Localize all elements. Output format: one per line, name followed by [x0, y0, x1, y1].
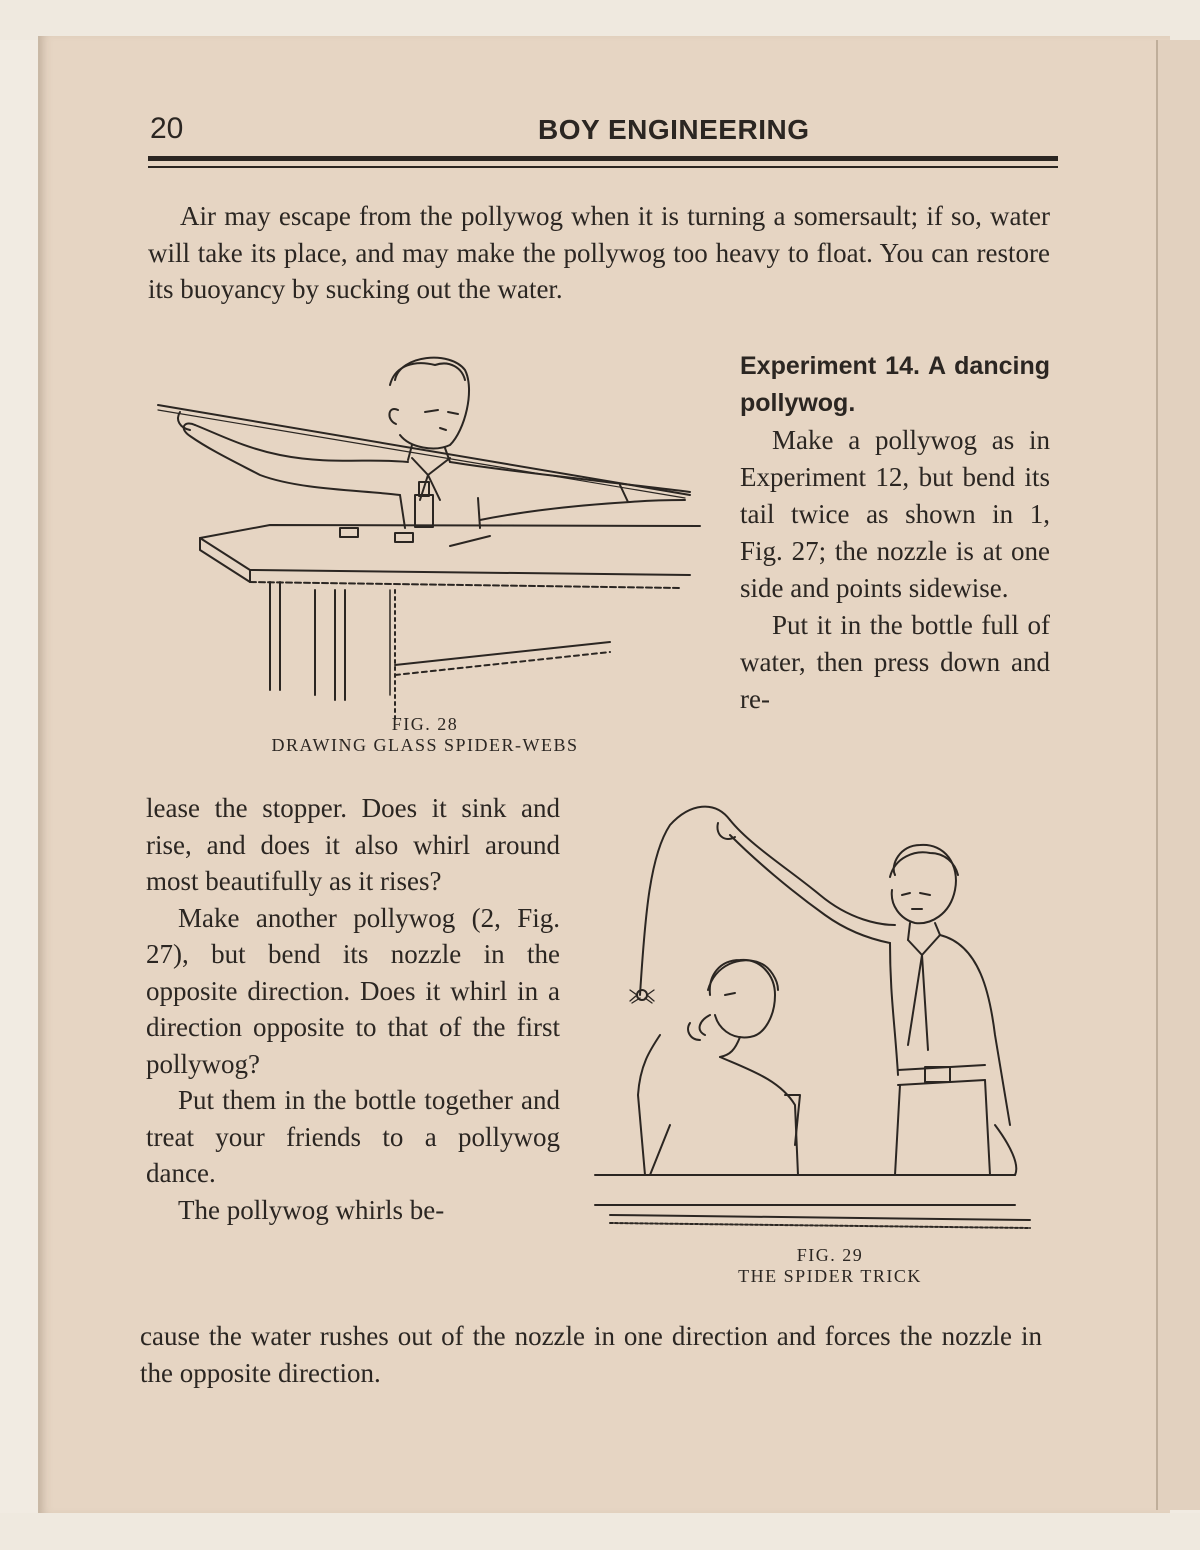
figure-29-number: FIG. 29: [796, 1245, 864, 1265]
paragraph-another-pollywog: Make another pollywog (2, Fig. 27), but bend its nozzle in the opposite direction. Does it whirl in a direction opposite to that of the first pollywog?: [146, 902, 560, 1079]
next-page-edge: [1158, 40, 1200, 1510]
figure-29-illustration: [590, 795, 1035, 1240]
header-rule-thin: [148, 166, 1058, 168]
figure-28-illustration: [150, 350, 710, 725]
page-number: 20: [150, 112, 184, 145]
left-column: [146, 790, 560, 1228]
figure-28-title: DRAWING GLASS SPIDER-WEBS: [271, 735, 579, 755]
figure-28-number: FIG. 28: [391, 714, 459, 734]
experiment-title: Experiment 14. A dancing pollywog.: [740, 352, 1050, 417]
header-rule-thick: [148, 156, 1058, 161]
paragraph-whirls-start: The pollywog whirls be-: [178, 1194, 445, 1225]
figure-28-caption: [200, 714, 650, 756]
scan-background-top: [0, 0, 1200, 40]
paragraph-release-stopper: lease the stopper. Does it sink and rise, and does it also whirl around most beautifully as it rises?: [146, 793, 560, 896]
figure-29-title: THE SPIDER TRICK: [738, 1266, 922, 1286]
closing-paragraph: cause the water rushes out of the nozzle in one direction and forces the nozzle in the opposite direction.: [140, 1321, 1042, 1388]
experiment-paragraph-1: Make a pollywog as in Experiment 12, but bend its tail twice as shown in 1, Fig. 27; the nozzle is at one side and points sidewise.: [740, 425, 1050, 603]
scan-background-bottom: [0, 1513, 1200, 1550]
figure-29-caption: [650, 1245, 1010, 1287]
experiment-block: [740, 348, 1050, 718]
paragraph-pollywog-dance: Put them in the bottle together and treat your friends to a pollywog dance.: [146, 1085, 560, 1188]
running-head: BOY ENGINEERING: [538, 114, 810, 145]
experiment-paragraph-2: Put it in the bottle full of water, then press down and re-: [740, 610, 1050, 714]
intro-paragraph: Air may escape from the pollywog when it is turning a somersault; if so, water will take its place, and may make the pollywog too heavy to float. You can restore its buoyancy by sucking out the water.: [148, 201, 1050, 304]
